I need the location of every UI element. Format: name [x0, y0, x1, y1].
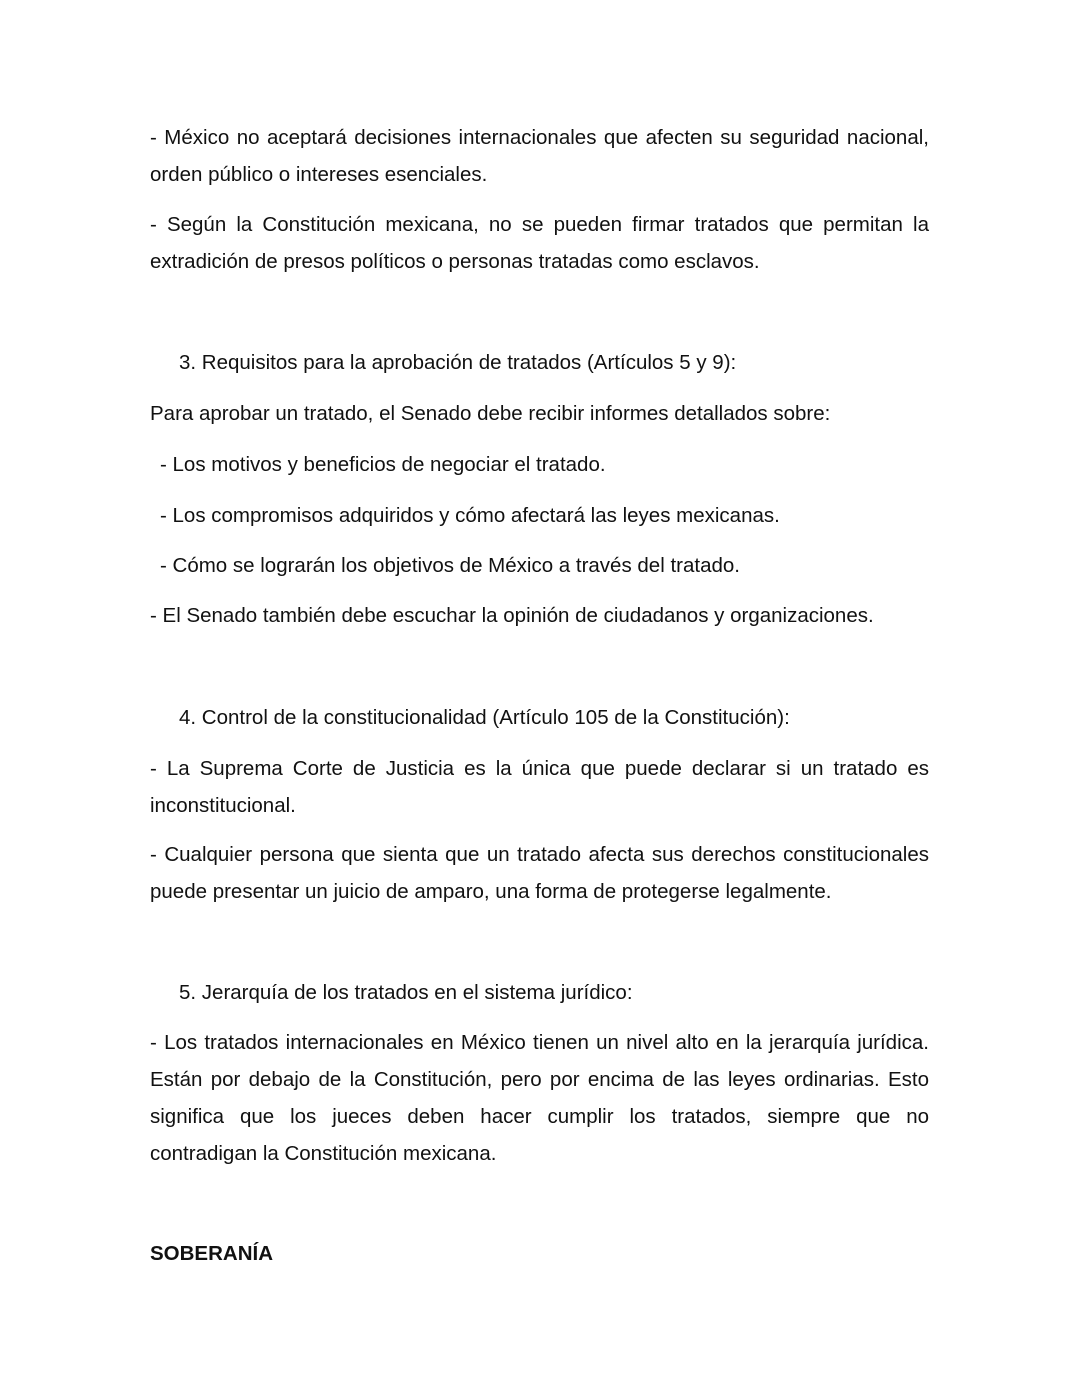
- section-3-item-motivos: - Los motivos y beneficios de negociar el tratado.: [160, 453, 606, 476]
- section-5-heading: 5. Jerarquía de los tratados en el sistema jurídico:: [179, 981, 633, 1004]
- paragraph-seguridad-nacional: - México no aceptará decisiones internacionales que afecten su seguridad nacional, orden público o intereses esenciales.: [150, 126, 929, 186]
- paragraph-extradicion: - Según la Constitución mexicana, no se pueden firmar tratados que permitan la extradición de presos políticos o personas tratadas como esclavos.: [150, 213, 929, 273]
- section-4-paragraph-amparo: - Cualquier persona que sienta que un tratado afecta sus derechos constitucionales puede presentar un juicio de amparo, una forma de protegerse legalmente.: [150, 843, 929, 903]
- section-title-soberania: SOBERANÍA: [150, 1242, 274, 1265]
- section-4-paragraph-suprema-corte: - La Suprema Corte de Justicia es la única que puede declarar si un tratado es inconstitucional.: [150, 757, 929, 817]
- section-5-paragraph-jerarquia: - Los tratados internacionales en México tienen un nivel alto en la jerarquía jurídica. Están por debajo de la Constitución, pero por encima de las leyes ordinarias. Esto significa que los jueces deben hacer cumplir los tratados, siempre que no contradigan la Constitución mexicana.: [150, 1031, 929, 1165]
- section-3-item-objetivos: - Cómo se lograrán los objetivos de México a través del tratado.: [160, 554, 740, 577]
- section-4-heading: 4. Control de la constitucionalidad (Artículo 105 de la Constitución):: [179, 706, 790, 729]
- section-3-heading: 3. Requisitos para la aprobación de tratados (Artículos 5 y 9):: [179, 351, 737, 374]
- section-3-item-compromisos: - Los compromisos adquiridos y cómo afectará las leyes mexicanas.: [160, 504, 780, 527]
- section-3-intro: Para aprobar un tratado, el Senado debe recibir informes detallados sobre:: [150, 402, 831, 425]
- section-3-closing: - El Senado también debe escuchar la opinión de ciudadanos y organizaciones.: [150, 604, 874, 627]
